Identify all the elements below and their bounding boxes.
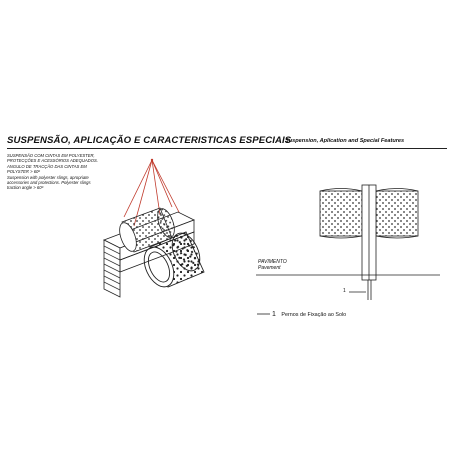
section-elevation: [256, 185, 440, 300]
note-line: POLYSTER > 60º: [7, 169, 40, 175]
note-line: SUSPENSÃO COM CINTAS EM POLYESTER,: [7, 153, 95, 158]
left-perforated-panel: [320, 191, 362, 236]
note-line: traction angle > 60º: [7, 185, 44, 191]
note-line: Suspension with polyester slings, apropriate: [7, 174, 89, 180]
pavement-label-pt: PAVIMENTO: [258, 259, 287, 265]
note-line: ANGULO DE TRACÇÃO DAS CINTAS EM: [7, 163, 87, 169]
note-line: accessories and protections. Polyester slings: [7, 180, 91, 186]
right-perforated-panel: [376, 191, 418, 236]
page-subtitle: Suspension, Aplication and Special Features: [285, 138, 405, 144]
legend: [272, 311, 346, 318]
callout-number: 1: [343, 288, 346, 294]
legend-text: Pernos de Fixação ao Solo: [281, 312, 347, 318]
legend-number: 1: [272, 311, 276, 318]
page-title: SUSPENSÃO, APLICAÇÃO E CARACTERISTICAS ESPECIAIS: [7, 135, 292, 146]
pavement-label-en: Pavement: [258, 265, 281, 271]
suspended-unit-illustration: [104, 159, 205, 297]
note-line: PROTECÇÕES E ACESSÓRIOS ADEQUADOS.: [7, 158, 98, 164]
